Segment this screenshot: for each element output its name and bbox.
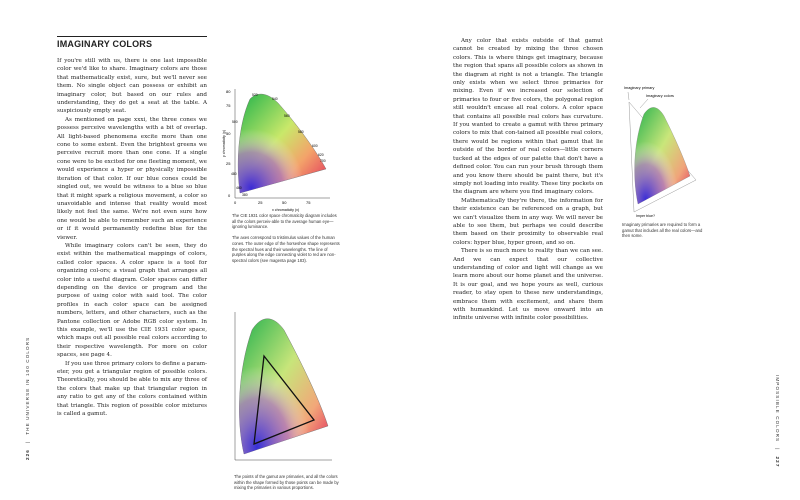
wavelength-label: 460 [236,186,242,190]
left-column-text [57,57,207,418]
gamut-triangle-diagram [230,310,335,465]
y-tick: 50 [226,131,231,136]
page-number: 227 [775,456,780,468]
paragraph: Any color that exists outside of that gamut cannot be created by mixing the three chosen colors. This is where things get imaginary, because the region that spans all possible colors as shown in the diagram at right is not a triangle. The triangle only exists when we select three primaries for mixing. Even if we increased our selection of primaries to four or five colors, the polygonal region still wouldn't encase all real colors. A color space that contains all possible real colors has curvature. If you wanted to create a gamut with three primary colors to mix that con-tained all possible real colors, there would be regions within that gamut that lie outside of the border of real colors—little corners tucked at the edges of our palette that don't have a defined color. You can run your brush through them and you know there should be paint there, but it's simply not loading into reality. These tiny pockets on the diagram are where you find imaginary colors. [453,38,603,196]
wavelength-label: 620 [318,153,324,157]
x-tick: 25 [258,200,263,205]
y-tick: 0 [228,193,231,198]
y-tick: 80 [226,89,231,94]
x-axis-label: x chromaticity (x) [272,208,300,212]
wavelength-label: 580 [298,130,304,134]
paragraph: As mentioned on page xxxi, the three cones we possess perceive wavelengths with a bit of overlap. All light-based phenomena excite more than one cone to some extent. Even the brightest greens we perceive recruit more than one cone. If a single cone were to be excited for one fleeting moment, we would experience a hyper or physically impossible iteration of that color. If our blue cones could be singled out, we would be witness to a blue so blue that it might spark a religious movement, a color so unavoidable and intense that reality would most likely not feel the same. We're not even sure how one would be able to remember such an experience or if it would permanently redefine blue for the viewer. [57,116,207,241]
caption-text: The points of the gamut are primaries, and all the colors within the shape formed by those points can be made by mixing the primaries in various proportions. [234,474,339,491]
wavelength-label: 700 [320,159,326,163]
wavelength-label: 560 [284,114,290,118]
caption-text: The axes correspond to tristimulus values of the human cones. The outer edge of the horseshoe shape represents the spectral hues and their wavelengths. The line of purples along the edge connecting violet to red are non-spectral colors (see magenta page 183). [232,235,340,263]
paragraph: If you use three primary colors to define a param-eter, you get a triangular region of possible colors. Theoretically, you should be able to mix any three of the colors that make up that triangular region in any ratio to get any of the colors contained within that triangle. This region of possible color mixtures is called a gamut. [57,360,207,418]
imaginary-colors-label: Imaginary colors [646,94,674,98]
paragraph: While imaginary colors can't be seen, they do exist within the mathematical mappings of colors, called color spaces. A color space is a tool for organizing col-ors; a visual graph that arranges all color into a useful diagram. Color spaces can differ depending on the device or program and the purpose of using color with said tool. The color profiles in each color space can be assigned numbers, letters, and other characters, such as the Pantone collection or Adobe RGB color system. In this example, we'll use the CIE 1931 color space, which maps out all possible real colors according to their respective wavelength. For more on color spaces, see page 4. [57,242,207,359]
running-head: IMPOSSIBLE COLORS [775,375,780,443]
y-tick: 75 [226,103,231,108]
wavelength-label: 500 [232,120,238,124]
x-tick: 50 [282,200,287,205]
wavelength-label: 480 [231,172,237,176]
figure2-caption [234,474,344,491]
paragraph: Mathematically they're there, the information for their existence can be referenced on a graph, but we can't visualize them in any way. We will never be able to see them, but perhaps we could describe them based on their proximity to observable real colors: hyper blue, hyper green, and so on. [453,197,603,246]
figure1-caption [232,213,342,263]
wavelength-label: 600 [312,144,318,148]
cie-chromaticity-diagram [222,85,334,213]
running-head: THE UNIVERSE IN 100 COLORS [25,336,30,435]
wavelength-label: 520 [252,93,258,97]
imaginary-primary-label: Imaginary primary [624,86,655,90]
imper-blue-label: Imper blue? [636,214,655,218]
caption-text: Imaginary primaries are required to form a gamut that includes all the real colors—and then some. [622,222,703,239]
right-column-text [453,37,603,323]
section-heading: IMAGINARY COLORS [57,36,207,49]
paragraph: If you're still with us, there is one last impossible color we'd like to share. Imaginary colors are those that mathematically exist, sure, but we'll never see them. No single object can possess or exhibit an imaginary color, but based on our rules and understanding, they do get a seat at the table. A suspiciously empty seat. [57,58,207,115]
figure3-caption [622,222,704,239]
page-number: 226 [25,449,30,460]
right-running-footer: IMPOSSIBLE COLORS|227 [775,375,780,468]
caption-text: The CIE 1931 color space chromaticity diagram includes all the colors perceiv-able to the average human eye—ignoring luminance. [232,213,337,230]
paragraph: There is so much more to reality than we can see. And we can expect that our collective understanding of color and light will change as we learn more about our home planet and the universe. It is our goal, and we hope yours as well, curious reader, to stay open to these new understandings, embrace them with excitement, and share them with humankind. Let us move onward into an infinite universe with infinite color possibilities. [453,248,603,322]
wavelength-label: 380 [242,193,248,197]
left-running-footer: 226|THE UNIVERSE IN 100 COLORS [25,336,30,460]
wavelength-label: 540 [272,97,278,101]
imaginary-primaries-diagram [622,84,700,218]
x-tick: 75 [306,200,311,205]
x-tick: 0 [234,200,237,205]
y-axis-label: y chromaticity (y) [222,129,226,157]
y-tick: 25 [226,161,231,166]
